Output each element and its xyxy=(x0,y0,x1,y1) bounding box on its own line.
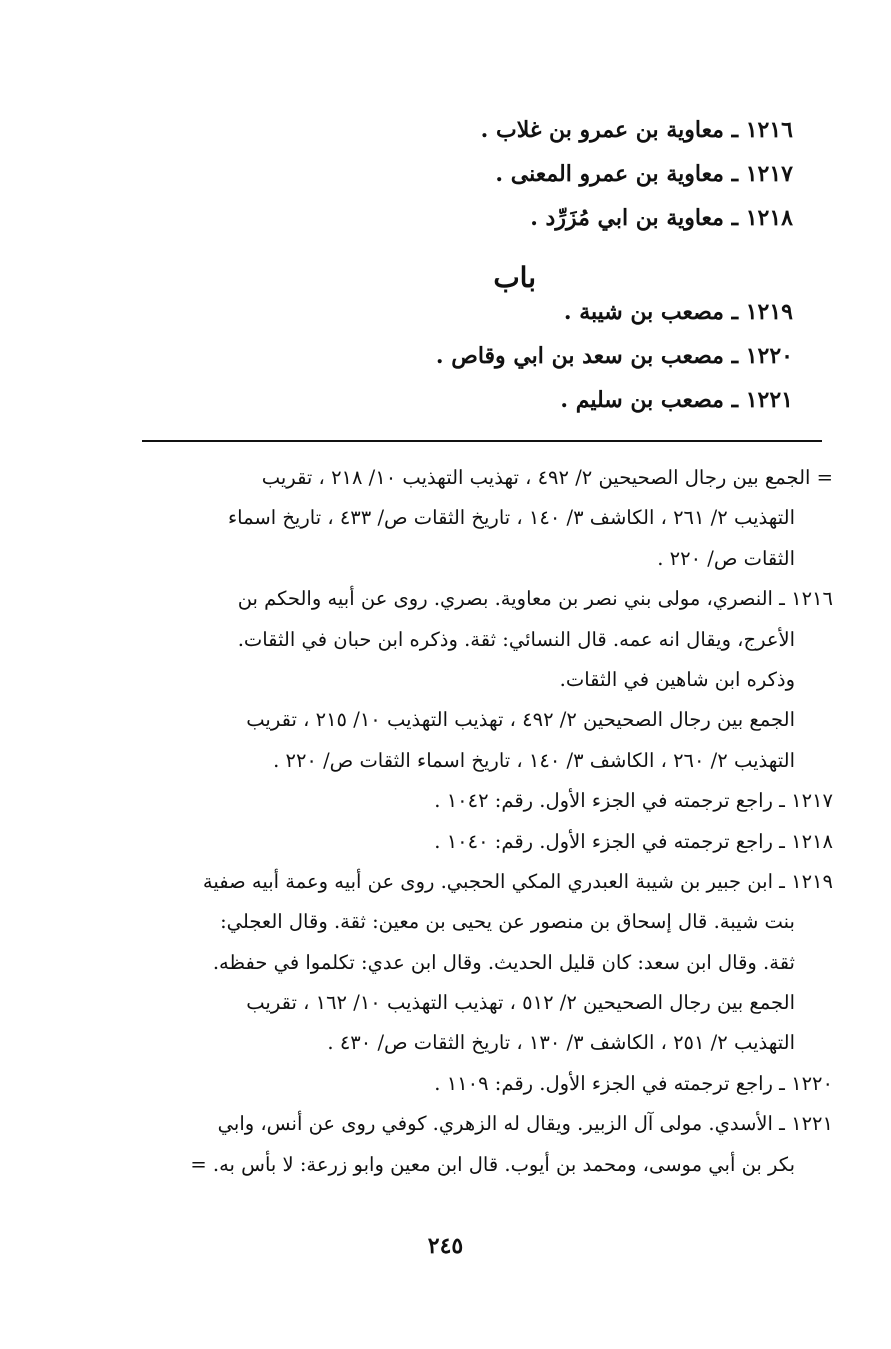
entry-1217: ١٢١٧ ـ معاوية بن عمرو المعنى . xyxy=(495,161,793,187)
footnote-divider xyxy=(142,440,822,442)
entry-1220: ١٢٢٠ ـ مصعب بن سعد بن ابي وقاص . xyxy=(435,343,793,369)
footnote-1221-line: بكر بن أبي موسى، ومحمد بن أيوب. قال ابن معين وابو زرعة: لا بأس به. = xyxy=(190,1152,795,1176)
footnote-1219-line: التهذيب ٢/ ٢٥١ ، الكاشف ٣/ ١٣٠ ، تاريخ الثقات ص/ ٤٣٠ . xyxy=(327,1031,795,1055)
footnote-continuation-line: الثقات ص/ ٢٢٠ . xyxy=(657,546,795,570)
section-entries-list xyxy=(193,290,793,422)
footnote-1220: ١٢٢٠ ـ راجع ترجمته في الجزء الأول. رقم: ١١٠٩ . xyxy=(434,1071,833,1095)
footnote-1216-line: الجمع بين رجال الصحيحين ٢/ ٤٩٢ ، تهذيب التهذيب ١٠/ ٢١٥ ، تقريب xyxy=(246,708,795,732)
footnotes xyxy=(133,458,833,1185)
section-heading: باب xyxy=(493,261,536,294)
footnote-1218: ١٢١٨ ـ راجع ترجمته في الجزء الأول. رقم: ١٠٤٠ . xyxy=(434,829,833,853)
entry-1219: ١٢١٩ ـ مصعب بن شيبة . xyxy=(563,299,793,325)
footnote-1216-line: التهذيب ٢/ ٢٦٠ ، الكاشف ٣/ ١٤٠ ، تاريخ اسماء الثقات ص/ ٢٢٠ . xyxy=(273,748,795,772)
footnote-1219-line: بنت شيبة. قال إسحاق بن منصور عن يحيى بن معين: ثقة. وقال العجلي: xyxy=(220,910,795,934)
entry-1218: ١٢١٨ ـ معاوية بن ابي مُزَرِّد . xyxy=(530,205,793,231)
entries-list xyxy=(193,108,793,240)
footnote-1219-line: الجمع بين رجال الصحيحين ٢/ ٥١٢ ، تهذيب التهذيب ١٠/ ١٦٢ ، تقريب xyxy=(246,991,795,1015)
footnote-1216-line: وذكره ابن شاهين في الثقات. xyxy=(559,667,795,691)
footnote-1217: ١٢١٧ ـ راجع ترجمته في الجزء الأول. رقم: ١٠٤٢ . xyxy=(434,789,833,813)
page-number: ٢٤٥ xyxy=(427,1233,464,1259)
footnote-1216-line: ١٢١٦ ـ النصري، مولى بني نصر بن معاوية. بصري. روى عن أبيه والحكم بن xyxy=(237,587,833,611)
entry-1216: ١٢١٦ ـ معاوية بن عمرو بن غلاب . xyxy=(480,117,793,143)
footnote-1219-line: ١٢١٩ ـ ابن جبير بن شيبة العبدري المكي الحجبي. روى عن أبيه وعمة أبيه صفية xyxy=(202,869,833,893)
footnote-continuation-line: = الجمع بين رجال الصحيحين ٢/ ٤٩٢ ، تهذيب التهذيب ١٠/ ٢١٨ ، تقريب xyxy=(261,466,833,489)
footnote-1221-line: ١٢٢١ ـ الأسدي. مولى آل الزبير. ويقال له الزهري. كوفي روى عن أنس، وابي xyxy=(217,1112,833,1136)
entry-1221: ١٢٢١ ـ مصعب بن سليم . xyxy=(560,387,793,413)
footnote-1216-line: الأعرج، ويقال انه عمه. قال النسائي: ثقة. وذكره ابن حبان في الثقات. xyxy=(237,627,795,651)
footnote-1219-line: ثقة. وقال ابن سعد: كان قليل الحديث. وقال ابن عدي: تكلموا في حفظه. xyxy=(212,950,795,974)
footnote-continuation-line: التهذيب ٢/ ٢٦١ ، الكاشف ٣/ ١٤٠ ، تاريخ الثقات ص/ ٤٣٣ ، تاريخ اسماء xyxy=(227,506,795,530)
